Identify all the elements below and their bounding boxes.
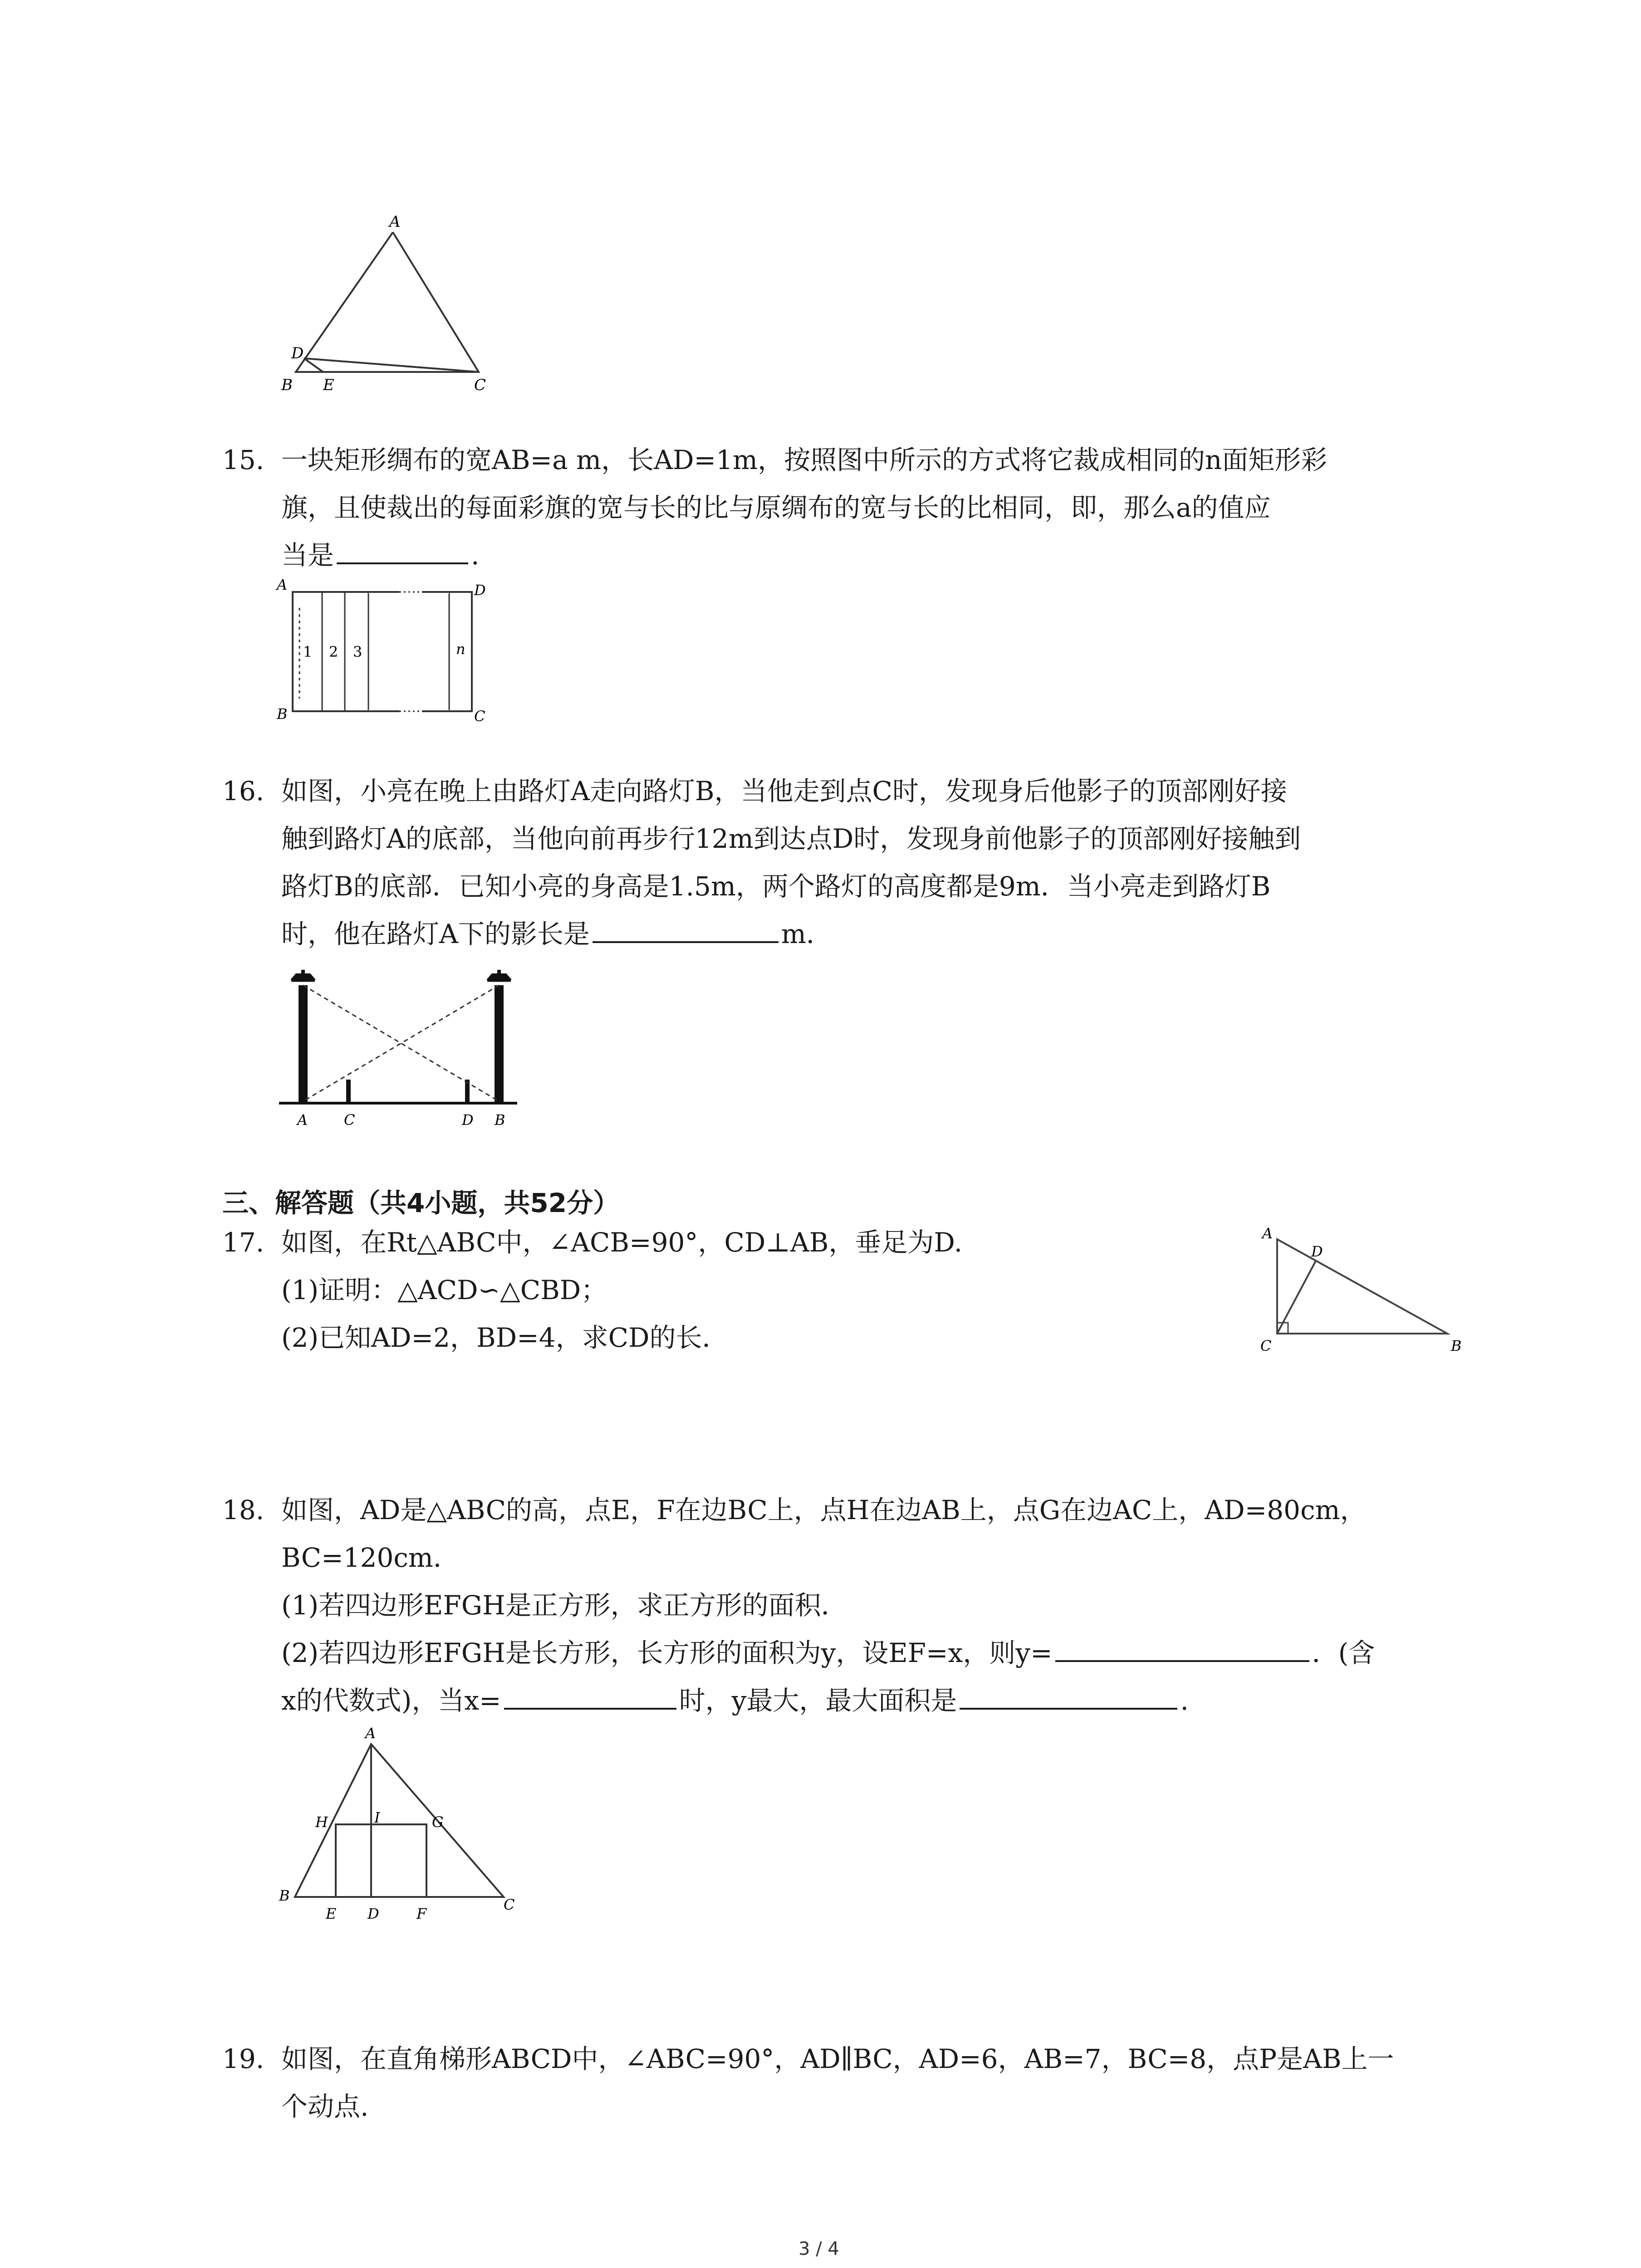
q15-number: 15.	[222, 445, 265, 475]
figure-q15-rectangle	[272, 576, 490, 726]
q15-answer-blank[interactable]	[337, 544, 468, 564]
q15-text2: 旗，且使裁出的每面彩旗的宽与长的比与原绸布的宽与长的比相同，即，那么a的值应	[281, 492, 1271, 523]
q17-text2: (1)证明：△ACD∽△CBD；	[281, 1275, 607, 1305]
q18-text5b: 时，y最大，最大面积是	[679, 1685, 957, 1716]
label-D: D	[1311, 1243, 1323, 1260]
label-B: B	[277, 705, 288, 723]
q17-text1: 如图，在Rt△ABC中，∠ACB=90°，CD⊥AB，垂足为D.	[281, 1227, 963, 1258]
q17-text3: (2)已知AD=2，BD=4，求CD的长．	[281, 1322, 729, 1353]
label-E: E	[323, 376, 334, 394]
figure-q17-right-triangle	[1252, 1216, 1465, 1356]
label-B: B	[281, 376, 293, 394]
q16-text3: 路灯B的底部．已知小亮的身高是1.5m，两个路灯的高度都是9m．当小亮走到路灯B	[281, 871, 1271, 902]
label-C: C	[344, 1111, 355, 1129]
q17-line3	[281, 1322, 729, 1353]
label-A: A	[297, 1111, 308, 1129]
q16-line3	[281, 871, 1271, 902]
q18-text5-end: .	[1180, 1685, 1189, 1716]
q15-line1	[222, 447, 1327, 473]
q18-line1	[222, 1497, 1367, 1523]
q18-line5	[281, 1687, 1189, 1714]
q18-text2: BC=120cm．	[281, 1542, 460, 1573]
label-D: D	[291, 344, 304, 362]
q18-text3: (1)若四边形EFGH是正方形，求正方形的面积．	[281, 1590, 847, 1621]
q16-text4: 时，他在路灯A下的影长是	[281, 919, 590, 949]
q18-blank-x[interactable]	[504, 1690, 676, 1710]
strip-n: n	[456, 640, 465, 658]
q19-number: 19.	[222, 2043, 265, 2074]
label-D: D	[367, 1905, 379, 1922]
label-A: A	[277, 576, 288, 593]
q18-text4: (2)若四边形EFGH是长方形，长方形的面积为y，设EF=x，则y=	[281, 1637, 1053, 1668]
q18-number: 18.	[222, 1495, 265, 1525]
q17-line2	[281, 1277, 607, 1303]
q15-text1: 一块矩形绸布的宽AB=a m，长AD=1m，按照图中所示的方式将它裁成相同的n面矩形彩	[281, 445, 1327, 475]
label-A: A	[365, 1725, 376, 1742]
q15-line2	[281, 494, 1271, 521]
q16-line1	[222, 776, 1287, 807]
q15-line3	[281, 540, 480, 571]
q19-line2	[281, 2093, 368, 2120]
q16-answer-blank[interactable]	[593, 923, 779, 943]
q15-text3-end: .	[471, 540, 480, 571]
q19-text2: 个动点.	[281, 2091, 369, 2122]
q18-text4-end: ．(含	[1312, 1637, 1375, 1668]
figure-q14-triangle	[272, 213, 508, 395]
label-A: A	[389, 213, 401, 231]
strip-3: 3	[353, 643, 362, 660]
label-F: F	[416, 1905, 427, 1922]
q18-text5a: x的代数式)，当x=	[281, 1685, 501, 1716]
label-H: H	[315, 1813, 328, 1831]
label-G: G	[432, 1813, 444, 1831]
q16-number: 16.	[222, 776, 265, 807]
label-A: A	[1262, 1225, 1273, 1242]
label-C: C	[474, 376, 486, 394]
q16-text2: 触到路灯A的底部，当他向前再步行12m到达点D时，发现身前他影子的顶部刚好接触到	[281, 823, 1301, 854]
section3-title: 三、解答题（共4小题，共52分）	[222, 1188, 620, 1218]
label-C: C	[504, 1896, 515, 1913]
label-B: B	[279, 1887, 290, 1904]
q16-line4	[281, 921, 833, 947]
label-C: C	[474, 708, 485, 725]
strip-1: 1	[303, 643, 313, 660]
label-D: D	[462, 1111, 474, 1129]
strip-2: 2	[329, 643, 338, 660]
q16-text1: 如图，小亮在晚上由路灯A走向路灯B，当他走到点C时，发现身后他影子的顶部刚好接	[281, 776, 1287, 807]
q18-text1: 如图，AD是△ABC的高，点E，F在边BC上，点H在边AB上，点G在边AC上，AD=80cm，	[281, 1495, 1367, 1525]
label-I: I	[374, 1809, 380, 1826]
q17-number: 17.	[222, 1227, 265, 1258]
label-C: C	[1260, 1337, 1272, 1354]
label-E: E	[326, 1905, 337, 1922]
q15-text3: 当是	[281, 540, 334, 571]
q18-blank-y[interactable]	[1055, 1642, 1309, 1662]
label-B: B	[495, 1111, 505, 1129]
page-number: 3 / 4	[798, 2239, 839, 2259]
q17-line1	[222, 1229, 962, 1256]
q19-text1: 如图，在直角梯形ABCD中，∠ABC=90°，AD∥BC，AD=6，AB=7，BC=8，点P是AB上一	[281, 2043, 1394, 2074]
q16-text4-end: m．	[781, 919, 833, 949]
q16-line2	[281, 823, 1301, 854]
q19-line1	[222, 2043, 1394, 2074]
q18-blank-area[interactable]	[960, 1690, 1177, 1710]
q18-line4	[281, 1637, 1375, 1668]
figure-q18-inscribed-rectangle	[272, 1719, 526, 1928]
label-B: B	[1451, 1337, 1462, 1354]
q18-line3	[281, 1590, 847, 1621]
q18-line2	[281, 1542, 460, 1573]
figure-q16-streetlights	[272, 957, 526, 1139]
label-D: D	[474, 582, 486, 599]
